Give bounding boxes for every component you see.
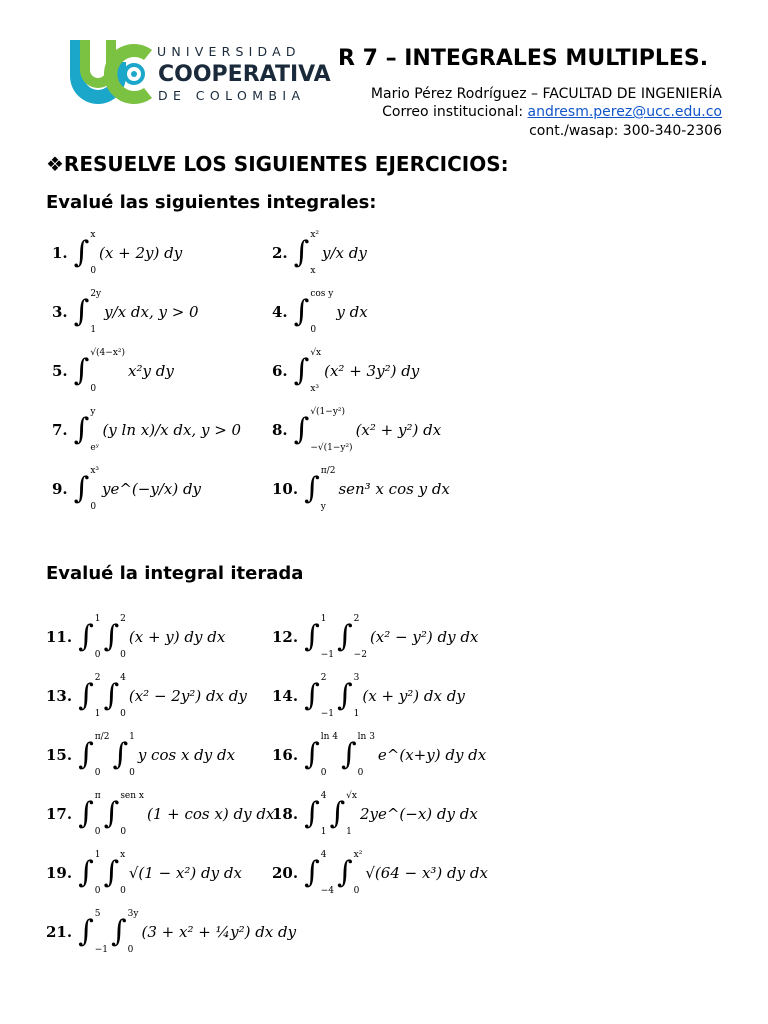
exercise-item <box>272 850 488 896</box>
integral-limits <box>90 289 101 335</box>
integral-limits <box>95 614 101 660</box>
integrand: y/x dy <box>322 244 367 262</box>
exercise-item <box>46 850 242 896</box>
lower-limit: 1 <box>346 827 352 837</box>
integrand: (x + 2y) dy <box>99 244 183 262</box>
integral-sign-icon: ∫ <box>111 914 127 949</box>
integral-limits <box>90 407 99 453</box>
upper-limit: 3 <box>353 673 360 683</box>
exercise-number: 12. <box>272 628 299 646</box>
lower-limit: 0 <box>310 325 317 335</box>
exercise-item <box>272 230 367 276</box>
lower-limit: 0 <box>94 768 101 778</box>
integral-limits <box>120 673 126 719</box>
logo-text-cooperativa: COOPERATIVA <box>158 62 331 87</box>
integrand: (x² − 2y²) dx dy <box>128 687 247 705</box>
exercise-item <box>272 407 441 453</box>
exercise-item <box>52 348 174 394</box>
integrand: (x + y) dy dx <box>128 628 226 646</box>
exercise-item <box>272 673 465 719</box>
integral-sign-icon: ∫ <box>337 855 353 890</box>
integral-sign-icon: ∫ <box>304 678 320 713</box>
integrand: e^(x+y) dy dx <box>377 746 487 764</box>
upper-limit: 4 <box>120 673 126 683</box>
upper-limit: y <box>90 407 96 417</box>
email-line <box>382 104 722 120</box>
upper-limit: 4 <box>320 850 327 860</box>
exercise-item <box>52 407 241 453</box>
integral-sign-icon: ∫ <box>78 737 94 772</box>
integral-limits <box>310 289 333 335</box>
lower-limit: 0 <box>90 502 97 512</box>
integral-limits <box>310 230 319 276</box>
integral-limits <box>310 407 352 453</box>
integral-sign-icon: ∫ <box>73 294 90 329</box>
upper-limit: 4 <box>320 791 327 801</box>
integral-limits <box>354 673 360 719</box>
integral-sign-icon: ∫ <box>293 353 310 388</box>
integral-sign-icon: ∫ <box>337 678 353 713</box>
lower-limit: 0 <box>129 768 135 778</box>
integral-limits <box>129 732 135 778</box>
integrand: √(1 − x²) dy dx <box>128 864 242 882</box>
exercise-number: 16. <box>272 746 299 764</box>
upper-limit: x² <box>310 230 319 240</box>
exercise-number: 2. <box>272 244 288 262</box>
integral-limits <box>95 732 110 778</box>
lower-limit: 0 <box>353 886 360 896</box>
integral-limits <box>90 348 125 394</box>
integral-sign-icon: ∫ <box>78 855 94 890</box>
upper-limit: 2 <box>353 614 360 624</box>
integral-sign-icon: ∫ <box>73 353 90 388</box>
integral-limits <box>321 673 334 719</box>
integral-sign-icon: ∫ <box>103 796 120 831</box>
upper-limit: 2y <box>90 289 102 299</box>
author-line: Mario Pérez Rodríguez – FACULTAD DE INGENIERÍA <box>370 86 722 102</box>
exercise-item <box>46 614 225 660</box>
integral-limits <box>90 230 96 276</box>
logo-text-universidad: UNIVERSIDAD <box>157 44 301 59</box>
upper-limit: ln 4 <box>320 732 339 742</box>
integral-sign-icon: ∫ <box>73 412 90 447</box>
integral-sign-icon: ∫ <box>78 914 94 949</box>
integral-sign-icon: ∫ <box>304 471 320 506</box>
lower-limit: 1 <box>90 325 97 335</box>
integral-sign-icon: ∫ <box>112 737 129 772</box>
integrand: 2ye^(−x) dy dx <box>359 805 478 823</box>
exercise-item <box>272 614 478 660</box>
integral-sign-icon: ∫ <box>73 471 90 506</box>
exercise-number: 17. <box>46 805 73 823</box>
integral-sign-icon: ∫ <box>73 235 90 270</box>
upper-limit: ln 3 <box>357 732 375 742</box>
integrand: (1 + cos x) dy dx <box>147 805 275 823</box>
exercise-number: 14. <box>272 687 299 705</box>
upper-limit: 1 <box>94 850 101 860</box>
integrand: y dx <box>336 303 368 321</box>
exercise-number: 11. <box>46 628 73 646</box>
integral-limits <box>346 791 357 837</box>
upper-limit: √(4−x²) <box>90 348 126 358</box>
exercise-number: 6. <box>272 362 288 380</box>
integral-limits <box>310 348 321 394</box>
integral-limits <box>120 850 126 896</box>
lower-limit: 0 <box>120 650 126 660</box>
upper-limit: π/2 <box>94 732 110 742</box>
exercise-number: 19. <box>46 864 73 882</box>
integrand: (x + y²) dx dy <box>362 687 465 705</box>
integral-sign-icon: ∫ <box>304 796 320 831</box>
integral-limits <box>354 614 367 660</box>
exercise-item <box>46 791 274 837</box>
main-heading: ❖RESUELVE LOS SIGUIENTES EJERCICIOS: <box>46 152 509 176</box>
exercise-item <box>46 673 247 719</box>
lower-limit: −√(1−y²) <box>310 443 353 453</box>
integral-sign-icon: ∫ <box>329 796 346 831</box>
exercise-item <box>272 791 478 837</box>
exercise-item <box>272 732 486 778</box>
integral-sign-icon: ∫ <box>293 235 310 270</box>
integral-sign-icon: ∫ <box>103 619 120 654</box>
upper-limit: √x <box>346 791 357 801</box>
upper-limit: 1 <box>320 614 327 624</box>
integral-sign-icon: ∫ <box>78 678 94 713</box>
lower-limit: 0 <box>90 384 97 394</box>
exercise-number: 15. <box>46 746 73 764</box>
lower-limit: 0 <box>94 886 101 896</box>
exercise-item <box>52 466 201 512</box>
upper-limit: 2 <box>320 673 327 683</box>
integrand: √(64 − x³) dy dx <box>365 864 488 882</box>
lower-limit: 0 <box>94 650 101 660</box>
integral-limits <box>95 850 101 896</box>
exercise-item <box>272 289 368 335</box>
integral-sign-icon: ∫ <box>293 294 310 329</box>
exercise-number: 5. <box>52 362 68 380</box>
exercise-number: 4. <box>272 303 288 321</box>
integral-sign-icon: ∫ <box>78 796 94 831</box>
integrand: y cos x dy dx <box>137 746 236 764</box>
email-label: Correo institucional: <box>382 104 524 120</box>
exercise-item <box>52 230 182 276</box>
integral-limits <box>321 614 334 660</box>
lower-limit: 0 <box>120 886 126 896</box>
lower-limit: 0 <box>94 827 101 837</box>
integral-limits <box>120 614 126 660</box>
lower-limit: 1 <box>94 709 101 719</box>
lower-limit: y <box>320 502 326 512</box>
integral-sign-icon: ∫ <box>304 855 320 890</box>
integral-limits <box>354 850 363 896</box>
integral-limits <box>90 466 99 512</box>
upper-limit: π <box>94 791 101 801</box>
integral-limits <box>120 791 144 837</box>
lower-limit: −1 <box>94 945 109 955</box>
integrand: (x² + y²) dx <box>355 421 442 439</box>
lower-limit: 0 <box>90 266 97 276</box>
contact-line: cont./wasap: 300-340-2306 <box>529 123 722 139</box>
lower-limit: 0 <box>320 768 327 778</box>
upper-limit: √(1−y²) <box>310 407 346 417</box>
upper-limit: x³ <box>90 466 99 476</box>
lower-limit: −2 <box>353 650 367 660</box>
exercise-item <box>272 348 419 394</box>
integrand: sen³ x cos y dx <box>338 480 450 498</box>
exercise-item <box>272 466 450 512</box>
upper-limit: π/2 <box>320 466 336 476</box>
integral-limits <box>95 909 108 955</box>
upper-limit: sen x <box>120 791 144 801</box>
integrand: ye^(−y/x) dy <box>102 480 202 498</box>
exercise-number: 1. <box>52 244 68 262</box>
integral-sign-icon: ∫ <box>78 619 94 654</box>
upper-limit: √x <box>310 348 322 358</box>
document-title: R 7 – INTEGRALES MULTIPLES. <box>338 46 709 71</box>
integral-limits <box>358 732 375 778</box>
exercise-item <box>46 732 235 778</box>
lower-limit: 1 <box>320 827 327 837</box>
lower-limit: x³ <box>310 384 319 394</box>
ucc-logo-mark-icon <box>66 38 154 110</box>
integral-sign-icon: ∫ <box>337 619 353 654</box>
lower-limit: −1 <box>320 650 335 660</box>
upper-limit: x <box>120 850 126 860</box>
lower-limit: 0 <box>357 768 364 778</box>
integral-sign-icon: ∫ <box>304 619 320 654</box>
integrand: (3 + x² + ¼y²) dx dy <box>141 923 297 941</box>
lower-limit: 1 <box>353 709 360 719</box>
exercise-number: 9. <box>52 480 68 498</box>
upper-limit: 2 <box>94 673 101 683</box>
exercise-number: 3. <box>52 303 68 321</box>
integral-sign-icon: ∫ <box>304 737 320 772</box>
upper-limit: x² <box>353 850 363 860</box>
integrand: (x² + 3y²) dy <box>324 362 420 380</box>
university-logo <box>66 38 336 112</box>
lower-limit: 0 <box>120 827 127 837</box>
integrand: (x² − y²) dy dx <box>369 628 479 646</box>
integral-sign-icon: ∫ <box>293 412 310 447</box>
exercise-number: 13. <box>46 687 73 705</box>
integrand: (y ln x)/x dx, y > 0 <box>102 421 242 439</box>
exercise-number: 10. <box>272 480 299 498</box>
integrand: x²y dy <box>128 362 174 380</box>
exercise-number: 18. <box>272 805 299 823</box>
lower-limit: 0 <box>127 945 134 955</box>
integral-sign-icon: ∫ <box>103 678 120 713</box>
upper-limit: 2 <box>120 614 126 624</box>
lower-limit: −1 <box>320 709 335 719</box>
integral-limits <box>128 909 139 955</box>
upper-limit: 5 <box>94 909 101 919</box>
integrand: y/x dx, y > 0 <box>104 303 199 321</box>
section1-title: Evalué las siguientes integrales: <box>46 192 377 213</box>
lower-limit: eʸ <box>90 443 100 453</box>
integral-limits <box>321 466 336 512</box>
integral-limits <box>321 850 334 896</box>
exercise-number: 7. <box>52 421 68 439</box>
lower-limit: 0 <box>120 709 126 719</box>
integral-sign-icon: ∫ <box>341 737 357 772</box>
exercise-item <box>52 289 199 335</box>
section2-title: Evalué la integral iterada <box>46 563 304 584</box>
integral-limits <box>321 732 338 778</box>
integral-sign-icon: ∫ <box>103 855 120 890</box>
integral-limits <box>95 673 101 719</box>
lower-limit: x <box>310 266 316 276</box>
integral-limits <box>321 791 327 837</box>
upper-limit: 1 <box>94 614 101 624</box>
exercise-number: 20. <box>272 864 299 882</box>
exercise-number: 8. <box>272 421 288 439</box>
upper-limit: cos y <box>310 289 334 299</box>
upper-limit: 3y <box>127 909 139 919</box>
upper-limit: 1 <box>129 732 135 742</box>
email-link[interactable]: andresm.perez@ucc.edu.co <box>527 104 722 120</box>
lower-limit: −4 <box>320 886 335 896</box>
logo-text-de-colombia: DE COLOMBIA <box>158 88 306 103</box>
exercise-item <box>46 909 296 955</box>
upper-limit: x <box>90 230 96 240</box>
integral-limits <box>95 791 101 837</box>
exercise-number: 21. <box>46 923 73 941</box>
